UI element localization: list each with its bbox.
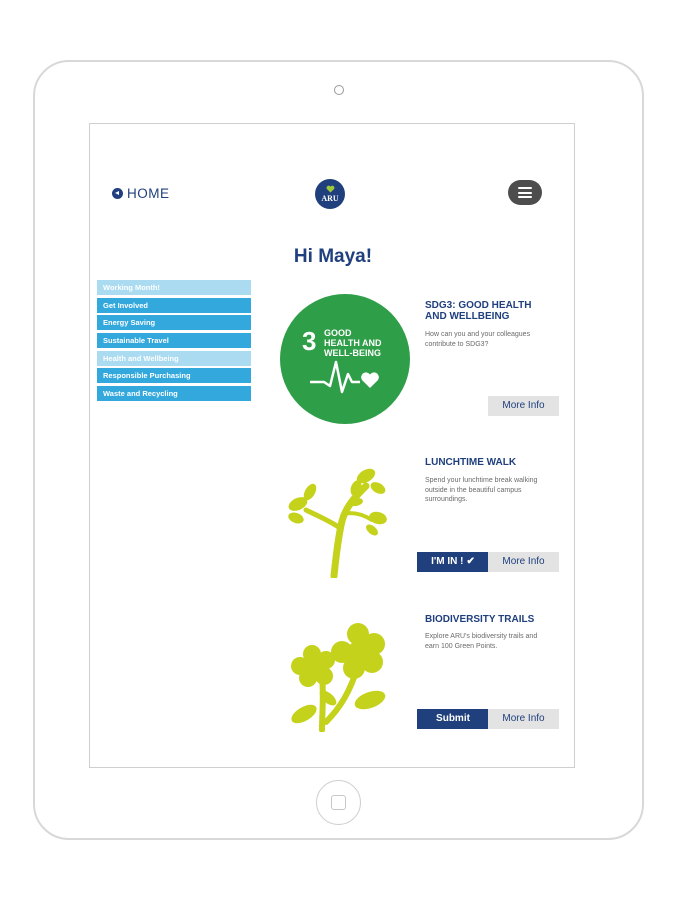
side-menu-item-health-wellbeing[interactable]: Health and Wellbeing <box>97 351 251 366</box>
im-in-label: I'M IN ! <box>431 556 464 567</box>
card-title-lunchtime-walk: LUNCHTIME WALK <box>425 457 517 468</box>
card-title-biodiversity-trails: BIODIVERSITY TRAILS <box>425 614 535 625</box>
app-screen <box>89 123 575 768</box>
side-menu-item-get-involved[interactable]: Get Involved <box>97 298 251 313</box>
aru-logo <box>315 179 345 209</box>
sdg-number: 3 <box>302 326 317 356</box>
sdg-label: GOOD HEALTH AND WELL-BEING <box>324 328 382 358</box>
side-menu-item-working-month[interactable]: Working Month! <box>97 280 251 295</box>
more-info-button-biodiversity-trails[interactable]: More Info <box>488 709 559 729</box>
chevron-left-icon <box>112 188 123 199</box>
heartbeat-icon <box>310 356 382 396</box>
side-menu-item-waste-recycling[interactable]: Waste and Recycling <box>97 386 251 401</box>
square-icon <box>331 795 346 810</box>
heart-icon <box>326 185 335 193</box>
home-label: HOME <box>127 186 170 201</box>
side-menu-item-responsible-purchasing[interactable]: Responsible Purchasing <box>97 368 251 383</box>
menu-line <box>518 196 532 198</box>
tree-illustration <box>286 466 391 578</box>
greeting-title: Hi Maya! <box>293 246 373 267</box>
card-desc-sdg3: How can you and your colleagues contribute to SDG3? <box>425 331 531 348</box>
logo-text: ARU <box>321 194 339 203</box>
menu-line <box>518 192 532 194</box>
side-menu-item-sustainable-travel[interactable]: Sustainable Travel <box>97 333 251 348</box>
home-link[interactable] <box>112 186 170 201</box>
card-desc-lunchtime-walk: Spend your lunchtime break walking outside in the beautiful campus surroundings. <box>425 477 538 503</box>
more-info-button-sdg3[interactable]: More Info <box>488 396 559 416</box>
side-menu <box>97 280 251 404</box>
flowers-illustration <box>288 618 398 732</box>
side-menu-item-energy-saving[interactable]: Energy Saving <box>97 315 251 330</box>
more-info-button-lunchtime-walk[interactable]: More Info <box>488 552 559 572</box>
im-in-button[interactable] <box>417 552 489 572</box>
checkmark-icon: ✔ <box>466 556 475 567</box>
sdg3-badge <box>280 294 410 424</box>
card-title-sdg3: SDG3: GOOD HEALTH AND WELLBEING <box>425 300 532 322</box>
card-desc-biodiversity-trails: Explore ARU's biodiversity trails and earn 100 Green Points. <box>425 633 538 650</box>
menu-line <box>518 187 532 189</box>
camera-icon <box>334 85 344 95</box>
device-home-button[interactable] <box>316 780 361 825</box>
hamburger-menu-button[interactable] <box>508 180 542 205</box>
submit-button[interactable]: Submit <box>417 709 489 729</box>
